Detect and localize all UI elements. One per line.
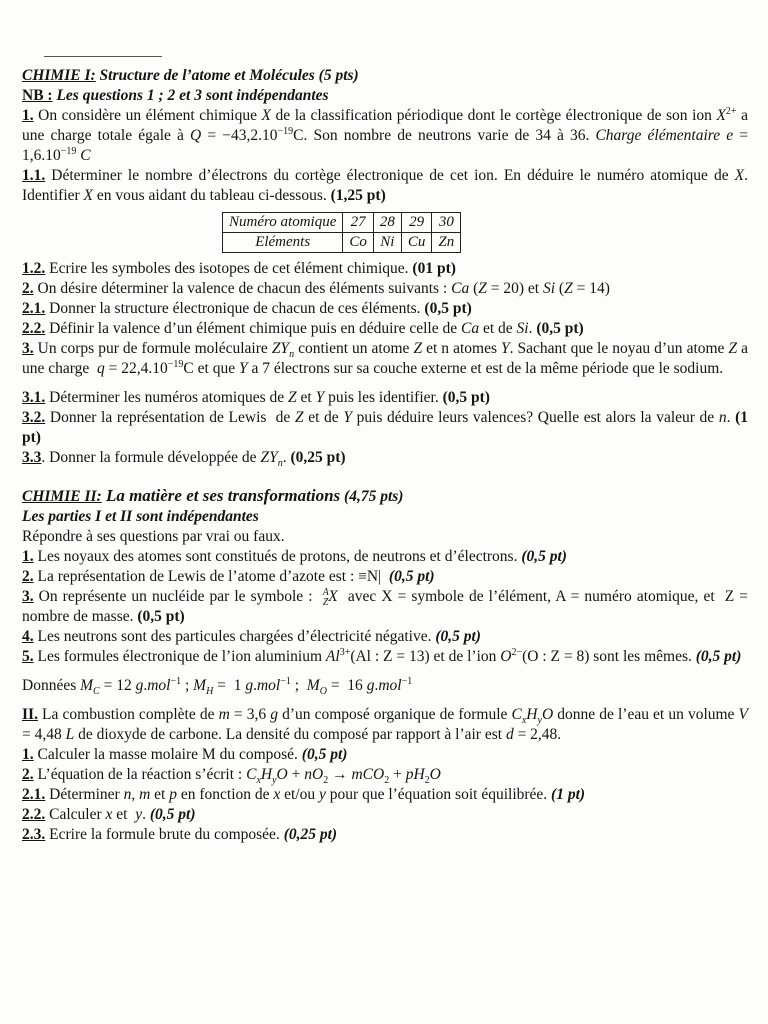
table-row-label: Numéro atomique <box>223 213 343 233</box>
question-3-1: 3.1. Déterminer les numéros atomiques de Z et Y puis les identifier. (0,5 pt) <box>22 389 490 406</box>
top-rule <box>44 56 162 57</box>
item-1: 1. Les noyaux des atomes sont constitués de protons, de neutrons et d’électrons. (0,5 pt) <box>22 548 567 565</box>
question-2-2: 2.2. Définir la valence d’un élément chimique puis en déduire celle de Ca et de Si. (0,5 pt) <box>22 320 584 337</box>
item-5: 5. Les formules électronique de l’ion aluminium $Al^{3+}(Al$ : Z = 13) et de l’ion $O^{2-}(O$ : Z = 8) sont les mêmes. (0,5 pt) <box>22 646 742 665</box>
question-2-1: 2.1. Donner la structure électronique de chacun de ces éléments. (0,5 pt) <box>22 300 472 317</box>
part2-section-ii: II. La combustion complète de m = 3,6 g d’un composé organique de formule $C_xH_yO$ donne de l’eau et un volume V = 4,48 L de dioxyde de carbone. La densité du composé par rapport à l’air est d = 2,48. <box>22 706 749 743</box>
question-3-2: 3.2. Donner la représentation de Lewis de Z et de Y puis déduire leurs valences? Quelle est alors la valeur de n. (1 pt) <box>22 409 749 446</box>
question-ii-2-2: 2.2. Calculer x et y. (0,5 pt) <box>22 806 196 823</box>
question-ii-2-3: 2.3. Ecrire la formule brute du composée. (0,25 pt) <box>22 826 338 843</box>
question-3: 3. Un corps pur de formule moléculaire $ZY_n$ contient un atome Z et n atomes Y. Sachant que le noyau d’un atome Z a une charge $q = 22,4.10^{-19}C$ et que Y a 7 électrons sur sa couche externe et est de la même période que le sodium. <box>22 340 748 377</box>
question-2: 2. On désire déterminer la valence de chacun des éléments suivants : Ca (Z = 20) et Si (Z = 14) <box>22 280 610 297</box>
item-3: 3. On représente un nucléide par le symbole : $^A_Z$X avec X = symbole de l’élément, A = numéro atomique, et Z = nombre de masse. (0,5 pt) <box>22 586 749 625</box>
table-cell: 30 <box>432 213 461 233</box>
table-row <box>223 233 461 253</box>
part1-nb: NB : Les questions 1 ; 2 et 3 sont indépendantes <box>22 87 329 104</box>
table-row-label: Eléments <box>223 233 343 253</box>
question-1-1: 1.1. Déterminer le nombre d’électrons du cortège électronique de cet ion. En déduire le numéro atomique de X. Identifier X en vous aidant du tableau ci-dessous. (1,25 pt) <box>22 167 748 204</box>
question-1-2: 1.2. Ecrire les symboles des isotopes de cet élément chimique. (01 pt) <box>22 260 456 277</box>
item-4: 4. Les neutrons sont des particules chargées d’électricité négative. (0,5 pt) <box>22 628 481 645</box>
part2-subtitle: Les parties I et II sont indépendantes <box>22 508 259 525</box>
elements-table <box>222 212 461 253</box>
question-3-3: 3.3. Donner la formule développée de $ZY_n$. (0,25 pt) <box>22 449 346 470</box>
table-cell: Zn <box>432 233 461 253</box>
table-cell: 29 <box>401 213 432 233</box>
table-cell: Co <box>343 233 374 253</box>
part2-intro: Répondre à ses questions par vrai ou faux. <box>22 528 285 545</box>
table-cell: 28 <box>373 213 401 233</box>
table-cell: 27 <box>343 213 374 233</box>
table-row <box>223 213 461 233</box>
question-ii-2-1: 2.1. Déterminer n, m et p en fonction de x et/ou y pour que l’équation soit équilibrée. (1 pt) <box>22 786 586 803</box>
part2-title: CHIMIE II: La matière et ses transformations (4,75 pts) <box>22 486 404 505</box>
question-1: 1. On considère un élément chimique X de la classification périodique dont le cortège électronique de son ion $X^{2+}$ a une charge totale égale à $Q = -43,2.10^{-19}C$. Son nombre de neutrons varie de 34 à 36. Charge élémentaire $e = 1,6.10^{-19}$ C <box>22 105 748 164</box>
table-cell: Cu <box>401 233 432 253</box>
question-ii-2: 2. L’équation de la réaction s’écrit : $C_xH_yO + nO_2 \to mCO_2 + pH_2O$ <box>22 766 441 787</box>
table-cell: Ni <box>373 233 401 253</box>
part1-title: CHIMIE I: Structure de l’atome et Molécules (5 pts) <box>22 67 359 84</box>
item-2: 2. La représentation de Lewis de l’atome d’azote est : ≡N| (0,5 pt) <box>22 568 435 585</box>
donnees: Données $M_C = 12$ g.mol$^{-1}$ ; $M_H = 1$ g.mol$^{-1}$ ; $M_O = 16$ g.mol$^{-1}$ <box>22 675 413 698</box>
question-ii-1: 1. Calculer la masse molaire M du composé. (0,5 pt) <box>22 746 348 763</box>
